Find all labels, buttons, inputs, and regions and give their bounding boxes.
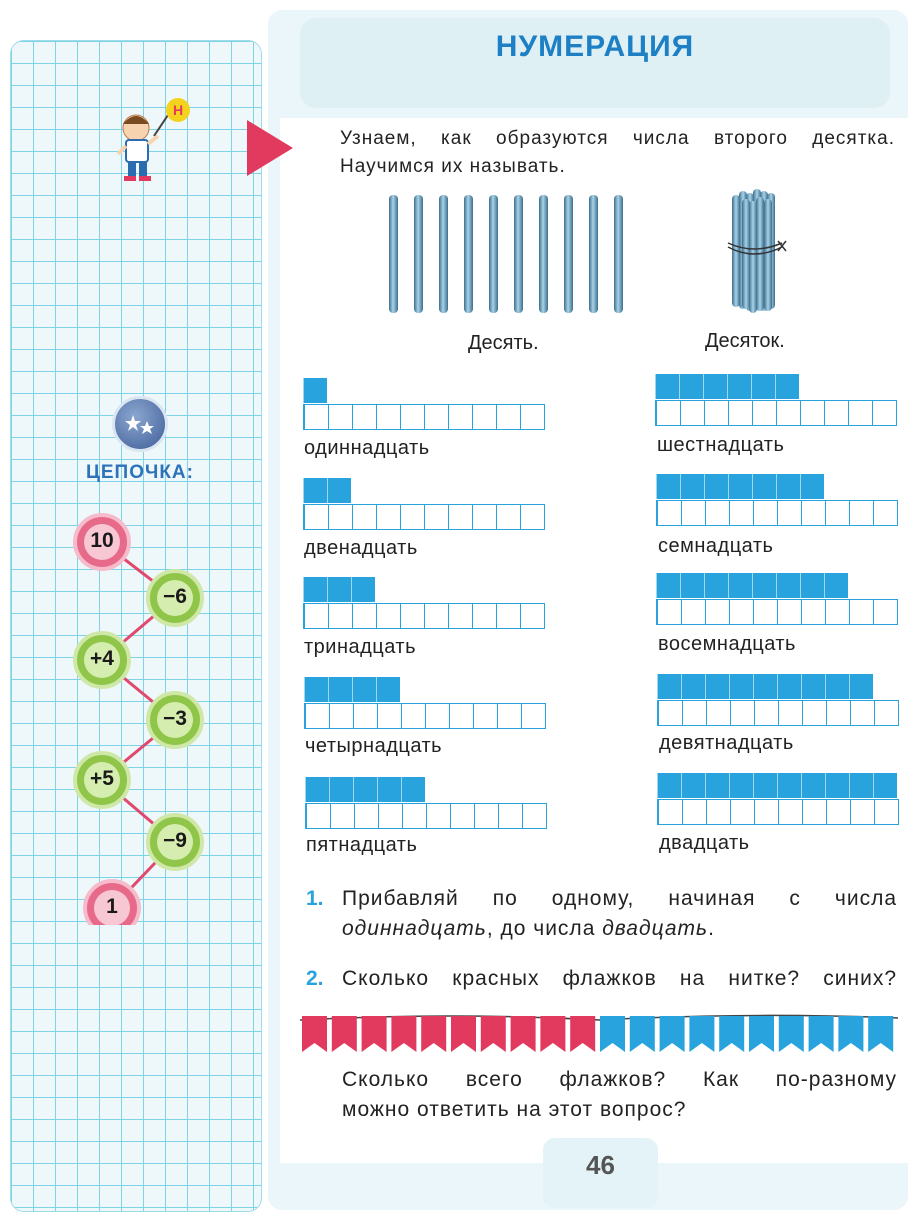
red-flag — [511, 1016, 536, 1052]
ten-frame-strip — [303, 577, 545, 629]
strip-fill — [656, 573, 848, 598]
blue-flag — [779, 1016, 804, 1052]
chain-node-label: +5 — [90, 767, 114, 790]
task-2-line-3: можно ответить на этот вопрос? — [342, 1098, 687, 1121]
task-1-word-twenty: двадцать — [602, 917, 709, 940]
chain-node-label: −9 — [163, 829, 187, 852]
task-1-line-2 — [342, 917, 715, 941]
ten-frame-strip — [303, 378, 545, 430]
intro-line-2: Научимся их называть. — [340, 156, 566, 177]
ten-frame-strip — [656, 573, 898, 625]
task-1-mid: , до числа — [486, 917, 603, 940]
strip-fill — [304, 677, 400, 702]
strip-fill — [303, 378, 327, 403]
task-1-line-1: Прибавляй по одному, начиная с числа — [342, 887, 897, 910]
task-1-end: . — [708, 917, 715, 940]
strip-boxes — [655, 400, 897, 426]
strip-boxes — [303, 603, 545, 629]
task-1-word-eleven: одиннадцать — [342, 917, 487, 940]
strip-boxes — [305, 803, 547, 829]
strip-fill — [657, 773, 897, 798]
red-flag — [391, 1016, 416, 1052]
ten-frame-strip — [305, 777, 547, 829]
stick — [589, 195, 598, 313]
strip-boxes — [657, 700, 899, 726]
strip-boxes — [304, 703, 546, 729]
red-flag — [570, 1016, 595, 1052]
stick — [439, 195, 448, 313]
number-word: восемнадцать — [658, 633, 796, 655]
task-number: 2. — [306, 967, 324, 990]
stick — [539, 195, 548, 313]
ten-frame-strip — [304, 677, 546, 729]
ten-frame-strip — [655, 374, 897, 426]
flag-garland-illustration — [300, 1010, 900, 1060]
stick — [564, 195, 573, 313]
stick — [414, 195, 423, 313]
strip-fill — [655, 374, 799, 399]
red-flag — [451, 1016, 476, 1052]
page-number: 46 — [586, 1150, 615, 1180]
strip-fill — [305, 777, 425, 802]
red-flag — [421, 1016, 446, 1052]
ten-sticks-illustration — [385, 195, 645, 315]
number-word: семнадцать — [658, 535, 774, 557]
stick — [614, 195, 623, 313]
strip-boxes — [656, 599, 898, 625]
strip-fill — [303, 577, 375, 602]
blue-flag — [868, 1016, 893, 1052]
section-marker-icon — [247, 120, 293, 176]
strip-boxes — [656, 500, 898, 526]
intro-line-1: Узнаем, как образуются числа второго десятка. — [340, 128, 895, 149]
bundle-caption: Десяток. — [705, 330, 785, 352]
page-title: НУМЕРАЦИЯ — [495, 30, 695, 63]
blue-flag — [689, 1016, 714, 1052]
ten-frame-strip — [303, 478, 545, 530]
stick — [464, 195, 473, 313]
stick — [389, 195, 398, 313]
blue-flag — [809, 1016, 834, 1052]
red-flag — [540, 1016, 565, 1052]
ten-frame-strip — [656, 474, 898, 526]
kid-with-flag-icon — [108, 96, 198, 186]
chain-node-label: +4 — [90, 647, 114, 670]
chain-title: ЦЕПОЧКА: — [86, 462, 194, 483]
stars-badge-icon — [112, 396, 168, 452]
red-flag — [332, 1016, 357, 1052]
number-word: четырнадцать — [305, 735, 443, 757]
number-word: тринадцать — [304, 636, 417, 658]
stick — [489, 195, 498, 313]
blue-flag — [600, 1016, 625, 1052]
stick — [514, 195, 523, 313]
chain-node-label: 1 — [106, 895, 118, 918]
blue-flag — [630, 1016, 655, 1052]
chain-node-label: −3 — [163, 707, 187, 730]
ten-frame-strip — [657, 674, 899, 726]
strip-fill — [303, 478, 351, 503]
blue-flag — [838, 1016, 863, 1052]
red-flag — [362, 1016, 387, 1052]
task-number: 1. — [306, 887, 324, 910]
strip-boxes — [303, 404, 545, 430]
ten-frame-strip — [657, 773, 899, 825]
chain-node-label: 10 — [90, 529, 114, 552]
number-word: двадцать — [659, 832, 750, 854]
task-2-line-2: Сколько всего флажков? Как по-разному — [342, 1068, 897, 1091]
number-word: шестнадцать — [657, 434, 785, 456]
number-word: девятнадцать — [659, 732, 794, 754]
sticks-caption: Десять. — [468, 332, 539, 354]
red-flag — [302, 1016, 327, 1052]
number-word: пятнадцать — [306, 834, 418, 856]
strip-boxes — [303, 504, 545, 530]
strip-boxes — [657, 799, 899, 825]
chain-node-label: −6 — [163, 585, 187, 608]
stick-bundle-illustration — [720, 185, 800, 315]
blue-flag — [719, 1016, 744, 1052]
flag-letter: Н — [172, 102, 184, 118]
red-flag — [481, 1016, 506, 1052]
strip-fill — [656, 474, 824, 499]
blue-flag — [660, 1016, 685, 1052]
strip-fill — [657, 674, 873, 699]
task-2-line-1: Сколько красных флажков на нитке? синих? — [342, 967, 897, 990]
number-word: одиннадцать — [304, 437, 430, 459]
number-word: двенадцать — [304, 537, 418, 559]
blue-flag — [749, 1016, 774, 1052]
